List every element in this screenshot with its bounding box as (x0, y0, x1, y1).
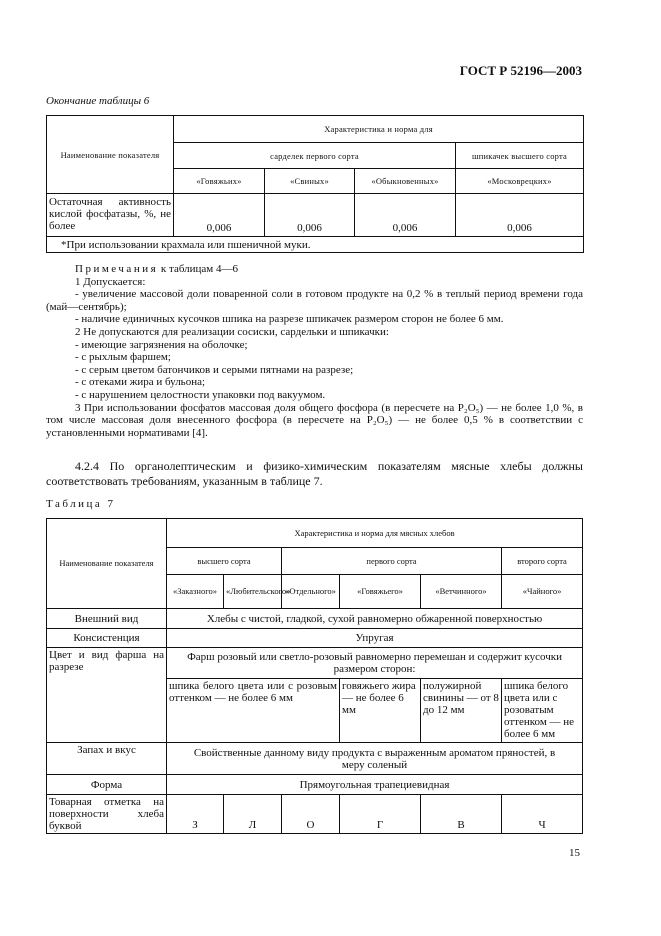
t6-col-govyazhih: «Говяжьих» (174, 169, 265, 194)
t7-row-smell-name: Запах и вкус (47, 743, 167, 775)
t7-color-part-shpik-rozov: шпика белого цвета или с розовым оттенком — не более 6 мм (167, 679, 340, 743)
note-item: - с нарушением целостности упаковки под вакуумом. (75, 388, 326, 401)
t6-col-obyknovennyh: «Обыкновенных» (355, 169, 456, 194)
t7-color-part-shpik-rozovat: шпика белого цвета или с розоватым оттенком — не более 6 мм (502, 679, 583, 743)
t6-col-moskvoretskih: «Московрецких» (456, 169, 584, 194)
note-item: - увеличение массовой доли поваренной соли в готовом продукте на 0,2 % в теплый период времени года (май—сентябрь); (46, 288, 583, 313)
t7-row-appearance-value: Хлебы с чистой, гладкой, сухой равномерно обжаренной поверхностью (167, 609, 583, 629)
t7-col-otdelnogo: «Отдельного» (282, 575, 340, 609)
t7-row-smell-value: Свойственные данному виду продукта с выраженным ароматом пряностей, в меру соленый (167, 743, 583, 775)
t7-mark-letter: О (282, 795, 340, 834)
t7-header-name: Наименование показателя (47, 519, 167, 609)
t7-mark-letter: Ч (502, 795, 583, 834)
t7-col-vetchinnogo: «Ветчинного» (421, 575, 502, 609)
t7-row-consistency-value: Упругая (167, 629, 583, 648)
note-item: 3 При использовании фосфатов массовая доля общего фосфора (в пересчете на P₂O₅) — не более 1,0 %, в том числе массовая доля внесенного фосфора (в пересчете на P₂O₅) — не более 0,5 % в соответствии с установленными нормативами [4]. (46, 401, 583, 439)
t7-mark-letter: З (167, 795, 224, 834)
t7-grade-highest: высшего сорта (167, 548, 282, 575)
t7-row-appearance-name: Внешний вид (47, 609, 167, 629)
t7-row-shape-value: Прямоугольная трапециевидная (167, 775, 583, 795)
t6-subgroup-shpikachki: шпикачек высшего сорта (456, 143, 584, 169)
table-6 (46, 115, 584, 253)
table7-caption: Таблица 7 (46, 498, 116, 510)
t7-col-chaynogo: «Чайного» (502, 575, 583, 609)
t7-row-color-common: Фарш розовый или светло-розовый равномерно перемешан и содержит кусочки размером сторон: (167, 648, 583, 679)
note-item: 2 Не допускаются для реализации сосиски, сардельки и шпикачки: (75, 325, 389, 338)
t7-grade-first: первого сорта (282, 548, 502, 575)
t6-header-name: Наименование показателя (47, 116, 174, 194)
t6-value: 0,006 (174, 194, 265, 237)
t7-color-part-svinina: полужирной свинины — от 8 до 12 мм (421, 679, 502, 743)
t7-col-lyubitelskogo: «Любительского» (224, 575, 282, 609)
t7-row-shape-name: Форма (47, 775, 167, 795)
t7-row-consistency-name: Консистенция (47, 629, 167, 648)
note-item: - с рыхлым фаршем; (75, 351, 171, 364)
paragraph-text: 4.2.4 По органолептическим и физико-химическим показателям мясные хлебы должны соответствовать требованиям, указанным в таблице 7. (46, 459, 583, 488)
notes-title (46, 263, 583, 276)
page-number: 15 (569, 847, 580, 859)
notes-block (46, 263, 583, 439)
note-item: - с отеками жира и бульона; (75, 376, 206, 389)
t6-value: 0,006 (265, 194, 355, 237)
t6-footnote: *При использовании крахмала или пшеничной муки. (47, 237, 584, 253)
notes-title-word: Примечания (75, 263, 159, 275)
note-item: - имеющие загрязнения на оболочке; (75, 338, 248, 351)
t7-color-part-govyazhiy-zhir: говяжьего жира — не более 6 мм (340, 679, 421, 743)
t6-col-svinyh: «Свиных» (265, 169, 355, 194)
t7-mark-letter: Л (224, 795, 282, 834)
t6-subgroup-sardelki: сарделек первого сорта (174, 143, 456, 169)
note-item: 1 Допускается: (75, 275, 146, 288)
t7-mark-letter: В (421, 795, 502, 834)
t6-row-name: Остаточная активность кислой фосфатазы, %, не более (47, 194, 174, 237)
t7-row-mark-name: Товарная отметка на поверхности хлеба буквой (47, 795, 167, 834)
t7-grade-second: второго сорта (502, 548, 583, 575)
note-item: - наличие единичных кусочков шпика на разрезе шпикачек размером сторон не более 6 мм. (75, 313, 504, 326)
t6-value: 0,006 (355, 194, 456, 237)
table6-caption: Окончание таблицы 6 (46, 95, 150, 107)
t7-row-color-name: Цвет и вид фарша на разрезе (47, 648, 167, 743)
notes-title-rest: к таблицам 4—6 (158, 263, 239, 275)
document-code: ГОСТ Р 52196—2003 (459, 63, 582, 78)
section-4-2-4 (46, 459, 583, 489)
table-7 (46, 518, 583, 834)
t7-col-zakaznogo: «Заказного» (167, 575, 224, 609)
t6-value: 0,006 (456, 194, 584, 237)
t7-mark-letter: Г (340, 795, 421, 834)
note-item: - с серым цветом батончиков и серыми пятнами на разрезе; (75, 363, 354, 376)
t7-group-header: Характеристика и норма для мясных хлебов (167, 519, 583, 548)
t7-col-govyazhego: «Говяжьего» (340, 575, 421, 609)
t6-group-header: Характеристика и норма для (174, 116, 584, 143)
